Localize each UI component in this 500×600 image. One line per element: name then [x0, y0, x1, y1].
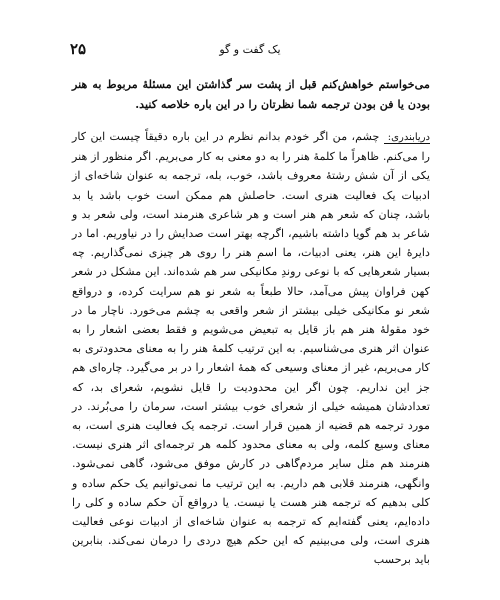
page-number: ۲۵: [70, 40, 87, 58]
interview-question: می‌خواستم خواهش‌کنم قبل از پشت سر گذاشتن این مسئلهٔ مربوط به هنر بودن یا فن بودن ترجمه شما نظرتان را در این باره خلاصه کنید.: [72, 77, 430, 111]
running-title: یک گفت و گو: [219, 43, 281, 56]
interview-answer: [72, 127, 430, 570]
page-header: [70, 40, 430, 64]
answer-text: چشم، من اگر خودم بدانم نظرم در این باره دقیقاً چیست این کار را می‌کنم. ظاهراً ما کلمهٔ هنر را به دو معنی به کار می‌بریم. اگر منظور از هنر یکی از آن شش رشتهٔ معروف باشد، خوب، بله، ترجمه به عنوان شاخه‌ای از ادبیات یک فعالیت هنری است. حاصلش هم ممکن است خوب باشد یا بد باشد، چنان که شعر هم هنر است و هر شاعری هنرمند است، ولی شعر بد و شاعر بد هم گویا داشته باشیم، اگرچه بهتر است صدایش را در نیاوریم. اما در دایرهٔ این هنر، یعنی ادبیات، ما اسمِ هنر را روی هر چیزی نمی‌گذاریم. چه بسیار شعرهایی که با نوعی روندِ مکانیکی سر هم شده‌اند. این مشکل در شعر کهن فراوان پیش می‌آمد، حالا طبعاً به شعر نو هم سرایت کرده، و درواقع شعر نو مکانیکی خیلی بیشتر از شعر واقعی به چشم می‌خورد. ناچار ما در خود مقولهٔ هنر هم باز قایل به تبعیض می‌شویم و فقط بعضی اشعار را به عنوان اثر هنری می‌شناسیم. به این ترتیب کلمهٔ هنر را به معنای محدودتری به کار می‌بریم، غیر از معنای وسیعی که همهٔ اشعار را در بر می‌گیرد. چاره‌ای هم جز این نداریم. چون اگر این محدودیت را قایل نشویم، شعرای بد، که تعدادشان همیشه خیلی از شعرای خوب بیشتر است، سرمان را می‌بُرند. در مورد ترجمه هم قضیه از همین قرار است. ترجمه یک فعالیت هنری است، به معنای وسیع کلمه، ولی به معنای محدود کلمه هر ترجمه‌ای اثر هنری نیست. هنرمند هم مثل سایر مردم‌گاهی در کارش موفق می‌شود، گاهی نمی‌شود. وانگهی، هنرمند قلابی هم داریم. به این ترتیب ما نمی‌توانیم یک حکم ساده و کلی بدهیم که ترجمه هنر هست یا نیست. یا درواقع آن حکم ساده و کلی را داده‌ایم، یعنی گفته‌ایم که ترجمه به عنوان شاخه‌ای از ادبیات نوعی فعالیت هنری است، ولی می‌بینیم که این حکم هیچ دردی را درمان نمی‌کند. بنابرین باید برحسب: [72, 130, 430, 567]
speaker-label: دریابندری:: [384, 132, 430, 144]
